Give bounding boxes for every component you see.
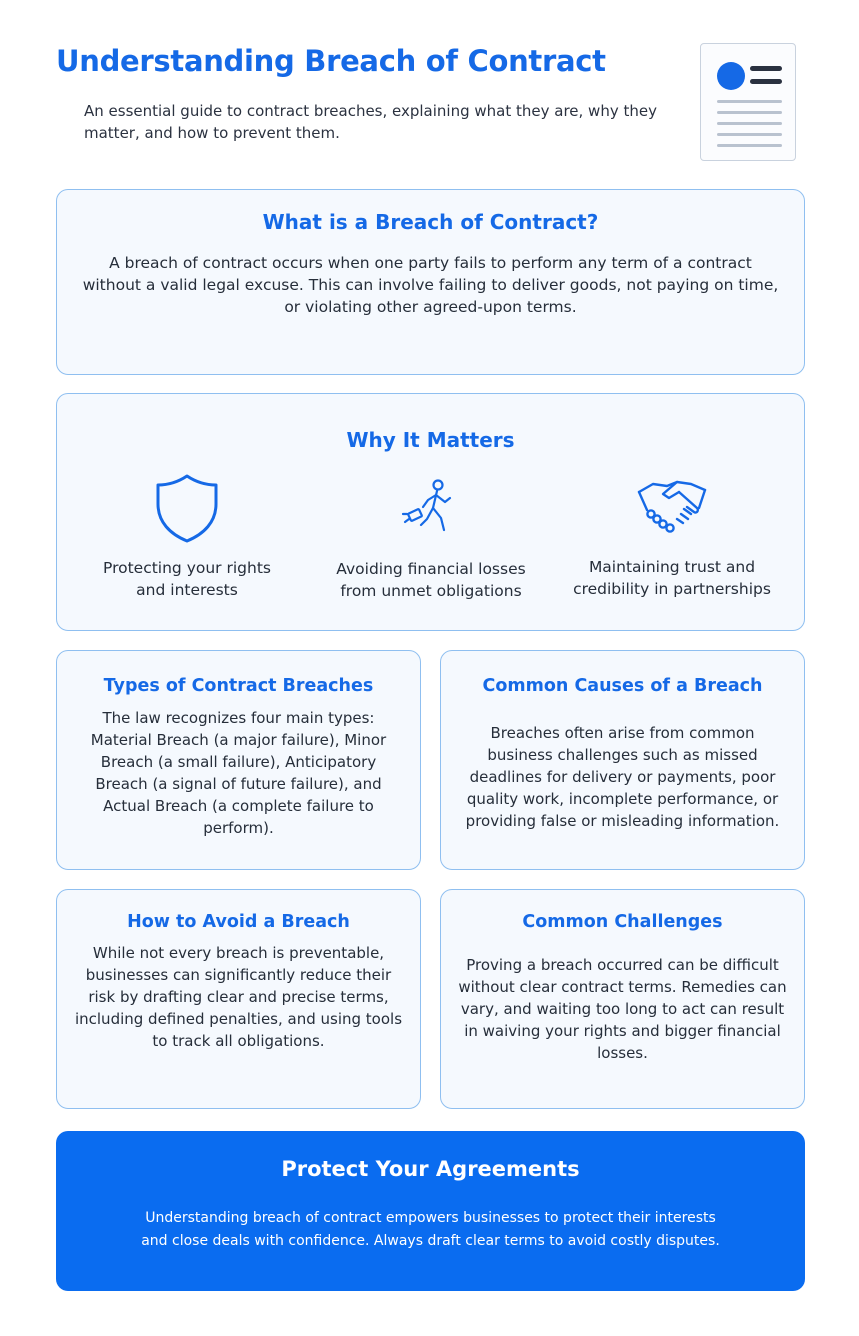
why-item-losses-label-1: Avoiding financial losses — [336, 560, 526, 578]
how-to-avoid-body: While not every breach is preventable, businesses can significantly reduce their risk by drafting clear and precise terms, including defined penalties, and using tools to track all obligations. — [74, 944, 403, 1050]
how-to-avoid-heading: How to Avoid a Breach — [127, 912, 350, 932]
handshake-icon — [633, 472, 711, 538]
common-causes-card — [440, 650, 805, 870]
types-of-breaches-heading: Types of Contract Breaches — [103, 676, 374, 696]
why-it-matters-heading: Why It Matters — [346, 428, 515, 452]
why-item-trust-label-2: credibility in partnerships — [573, 580, 771, 598]
why-item-rights-label-2: and interests — [136, 581, 238, 599]
protect-agreements-body — [86, 1207, 775, 1253]
page-subtitle: An essential guide to contract breaches, explaining what they are, why they matter, and how to prevent them. — [84, 102, 657, 142]
protect-agreements-banner — [56, 1131, 805, 1291]
common-causes-heading: Common Causes of a Breach — [482, 676, 763, 696]
types-of-breaches-card — [56, 650, 421, 870]
why-it-matters-card — [56, 393, 805, 631]
why-item-losses — [321, 476, 541, 602]
why-item-trust-label-1: Maintaining trust and — [588, 558, 756, 576]
what-is-breach-card — [56, 189, 805, 375]
types-of-breaches-body: The law recognizes four main types: Material Breach (a major failure), Minor Breach (a small failure), Anticipatory Breach (a signal of future failure), and Actual Breach (a complete failure to perform). — [90, 709, 387, 837]
why-item-rights-label-1: Protecting your rights — [103, 559, 271, 577]
why-item-rights — [87, 470, 287, 601]
shield-icon — [152, 470, 222, 546]
protect-agreements-heading: Protect Your Agreements — [281, 1157, 580, 1181]
protect-agreements-body-line-1: Understanding breach of contract empowers businesses to protect their interests — [145, 1210, 716, 1226]
why-item-trust — [557, 472, 787, 600]
why-item-losses-label-2: from unmet obligations — [340, 582, 522, 600]
common-causes-body: Breaches often arise from common business challenges such as missed deadlines for delivery or payments, poor quality work, incomplete performance, or providing false or misleading information. — [465, 724, 780, 830]
common-challenges-body: Proving a breach occurred can be difficult without clear contract terms. Remedies can vary, and waiting too long to act can result in waiving your rights and bigger financial losses. — [458, 956, 787, 1062]
common-challenges-heading: Common Challenges — [522, 912, 723, 932]
how-to-avoid-card — [56, 889, 421, 1109]
what-is-breach-body: A breach of contract occurs when one party fails to perform any term of a contract without a valid legal excuse. This can involve failing to deliver goods, not paying on time, or violating other agreed-upon terms. — [82, 254, 779, 316]
protect-agreements-body-line-2: and close deals with confidence. Always draft clear terms to avoid costly disputes. — [141, 1233, 720, 1249]
what-is-breach-heading: What is a Breach of Contract? — [262, 210, 599, 234]
document-icon — [700, 43, 796, 161]
walking-person-dropping-money-icon — [401, 476, 461, 538]
page-title: Understanding Breach of Contract — [56, 44, 606, 78]
common-challenges-card — [440, 889, 805, 1109]
